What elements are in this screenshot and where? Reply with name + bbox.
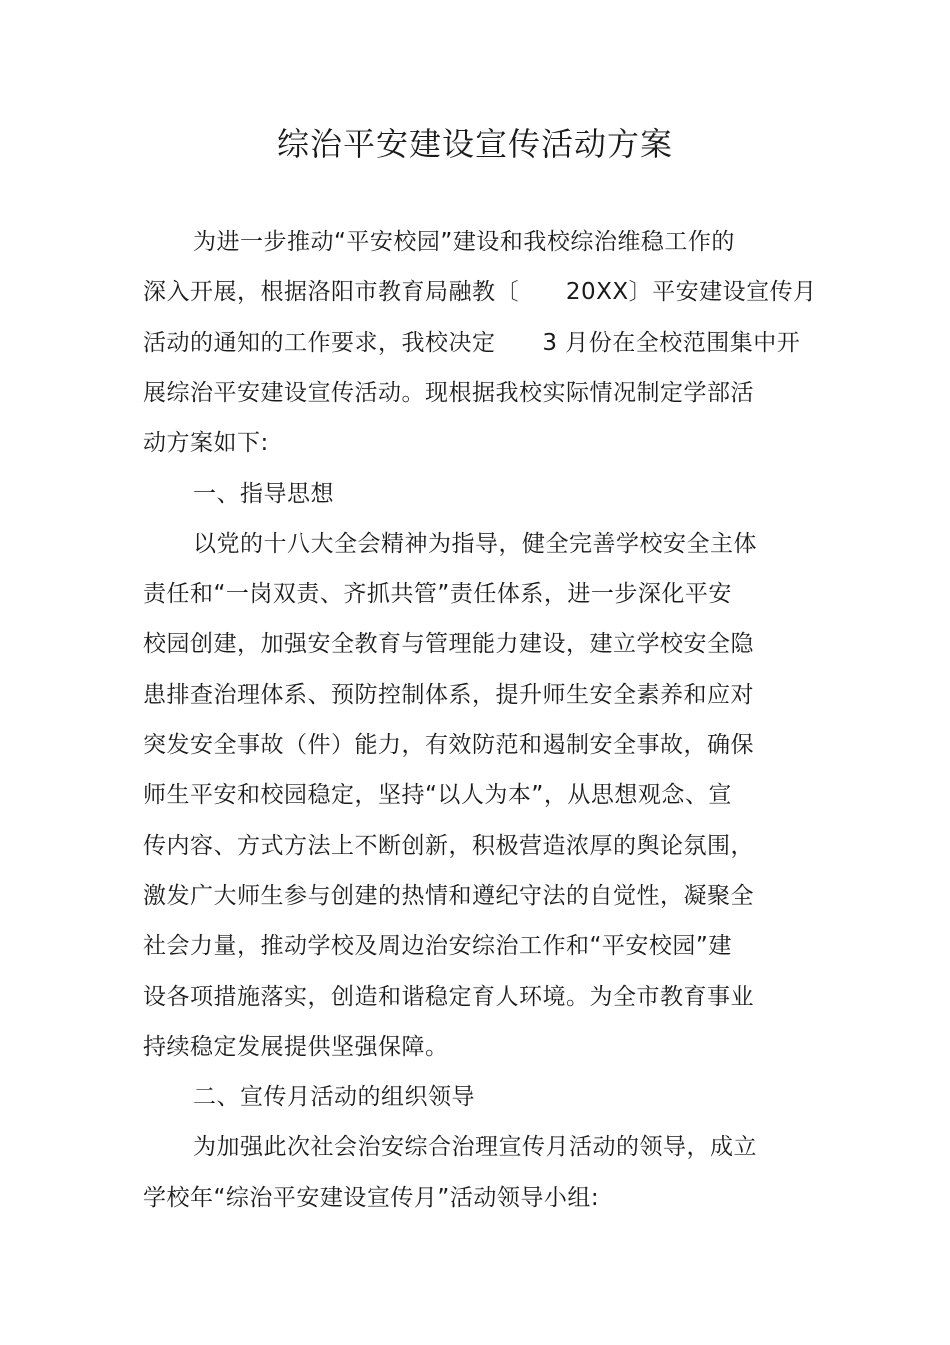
body-line: 校园创建，加强安全教育与管理能力建设，建立学校安全隐 bbox=[143, 631, 754, 658]
body-line: 激发广大师生参与创建的热情和遵纪守法的自觉性，凝聚全 bbox=[143, 882, 754, 909]
body-line: 活动的通知的工作要求，我校决定 3 月份在全校范围集中开 bbox=[143, 329, 801, 356]
body-line: 学校年“综治平安建设宣传月”活动领导小组: bbox=[143, 1184, 600, 1211]
body-line: 责任和“一岗双责、齐抓共管”责任体系，进一步深化平安 bbox=[143, 581, 732, 608]
body-line: 社会力量，推动学校及周边治安综治工作和“平安校园”建 bbox=[143, 933, 732, 960]
body-line: 为进一步推动“平安校园”建设和我校综治维稳工作的 bbox=[193, 229, 735, 255]
body-line: 深入开展，根据洛阳市教育局融教〔 20XX〕平安建设宣传月 bbox=[143, 279, 817, 306]
body-line: 以党的十八大全会精神为指导，健全完善学校安全主体 bbox=[193, 530, 757, 557]
body-line: 设各项措施落实，创造和谐稳定育人环境。为全市教育事业 bbox=[143, 983, 754, 1010]
body-line: 动方案如下: bbox=[143, 430, 269, 457]
body-line: 二、宣传月活动的组织领导 bbox=[193, 1084, 475, 1111]
body-line: 患排查治理体系、预防控制体系，提升师生安全素养和应对 bbox=[143, 681, 754, 708]
body-line: 持续稳定发展提供坚强保障。 bbox=[143, 1033, 449, 1060]
body-line: 为加强此次社会治安综合治理宣传月活动的领导，成立 bbox=[193, 1134, 757, 1161]
body-line: 突发安全事故（件）能力，有效防范和遏制安全事故，确保 bbox=[143, 732, 754, 758]
body-line: 一、指导思想 bbox=[193, 480, 334, 507]
document-title: 综治平安建设宣传活动方案 bbox=[276, 125, 673, 163]
body-line: 师生平安和校园稳定，坚持“以人为本”，从思想观念、宣 bbox=[143, 782, 732, 809]
body-line: 展综治平安建设宣传活动。现根据我校实际情况制定学部活 bbox=[143, 379, 754, 406]
body-line: 传内容、方式方法上不断创新，积极营造浓厚的舆论氛围， bbox=[143, 832, 754, 859]
